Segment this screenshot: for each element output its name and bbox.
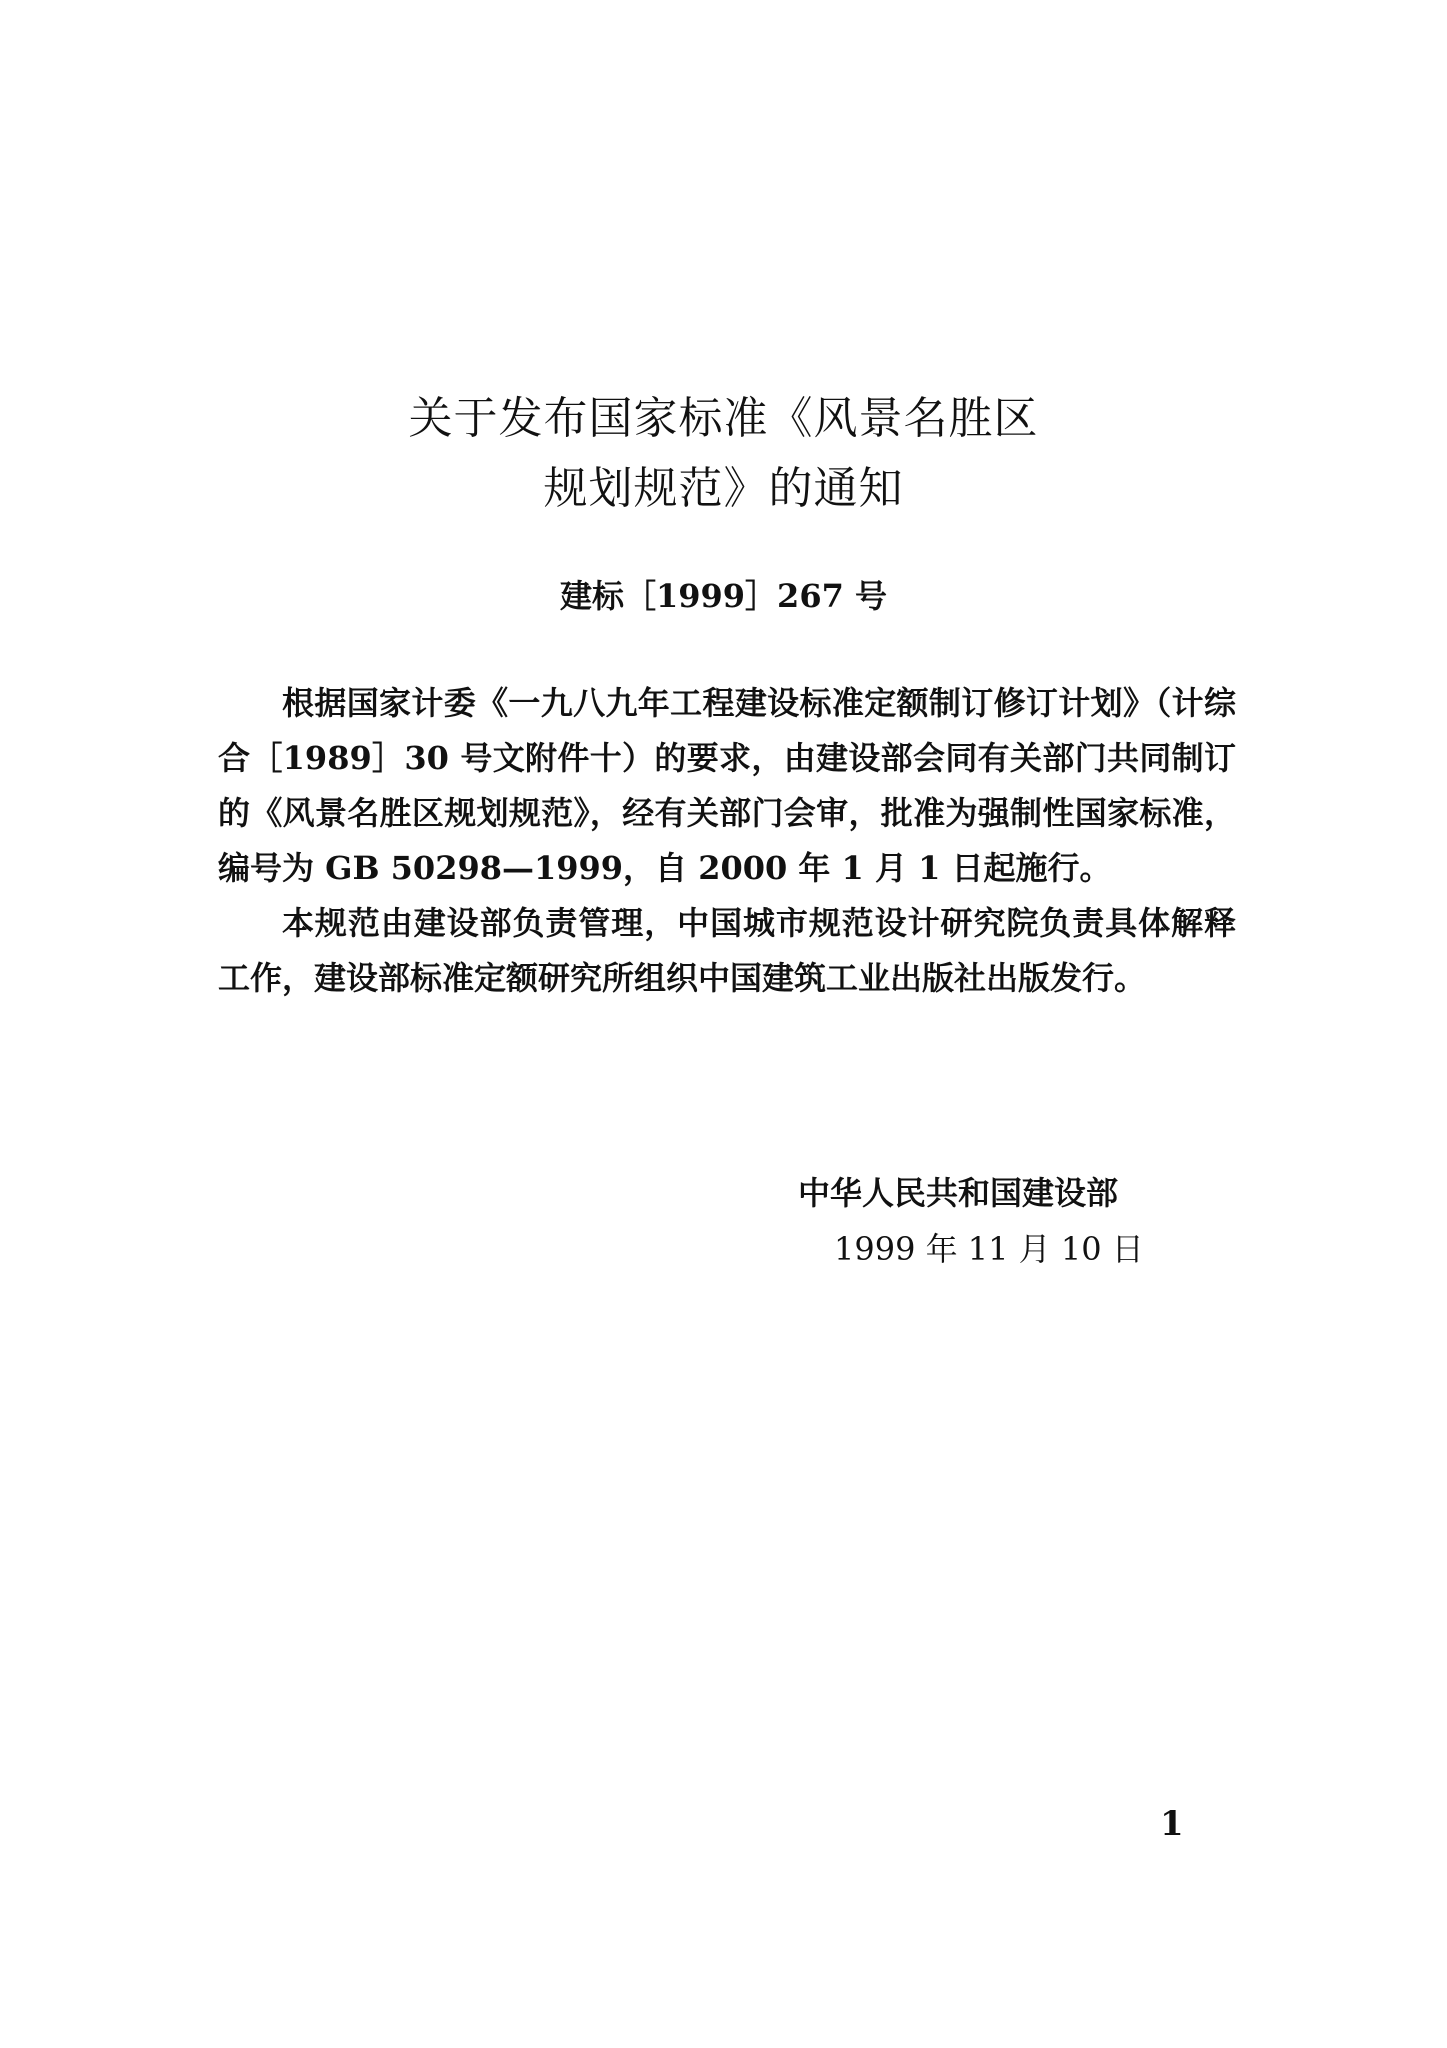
issuing-authority: 中华人民共和国建设部 — [798, 1174, 1119, 1212]
notice-body — [218, 676, 1236, 1006]
page-number: 1 — [1160, 1804, 1184, 1844]
title-line-2: 规划规范》的通知 — [543, 463, 904, 514]
title-line-1: 关于发布国家标准《风景名胜区 — [408, 393, 1039, 444]
paragraph-1: 根据国家计委《一九八九年工程建设标准定额制订修订计划》（计综合［1989］30 号文附件十）的要求，由建设部会同有关部门共同制订的《风景名胜区规划规范》，经有关部门会审，批准为强制性国家标准，编号为 GB 50298—1999，自 2000 年 1 月 1 日起施行。 — [218, 684, 1236, 887]
document-number: 建标［1999］267 号 — [559, 577, 887, 615]
issue-date: 1999 年 11 月 10 日 — [834, 1230, 1144, 1268]
paragraph-2: 本规范由建设部负责管理，中国城市规范设计研究院负责具体解释工作，建设部标准定额研究所组织中国建筑工业出版社出版发行。 — [218, 904, 1236, 997]
